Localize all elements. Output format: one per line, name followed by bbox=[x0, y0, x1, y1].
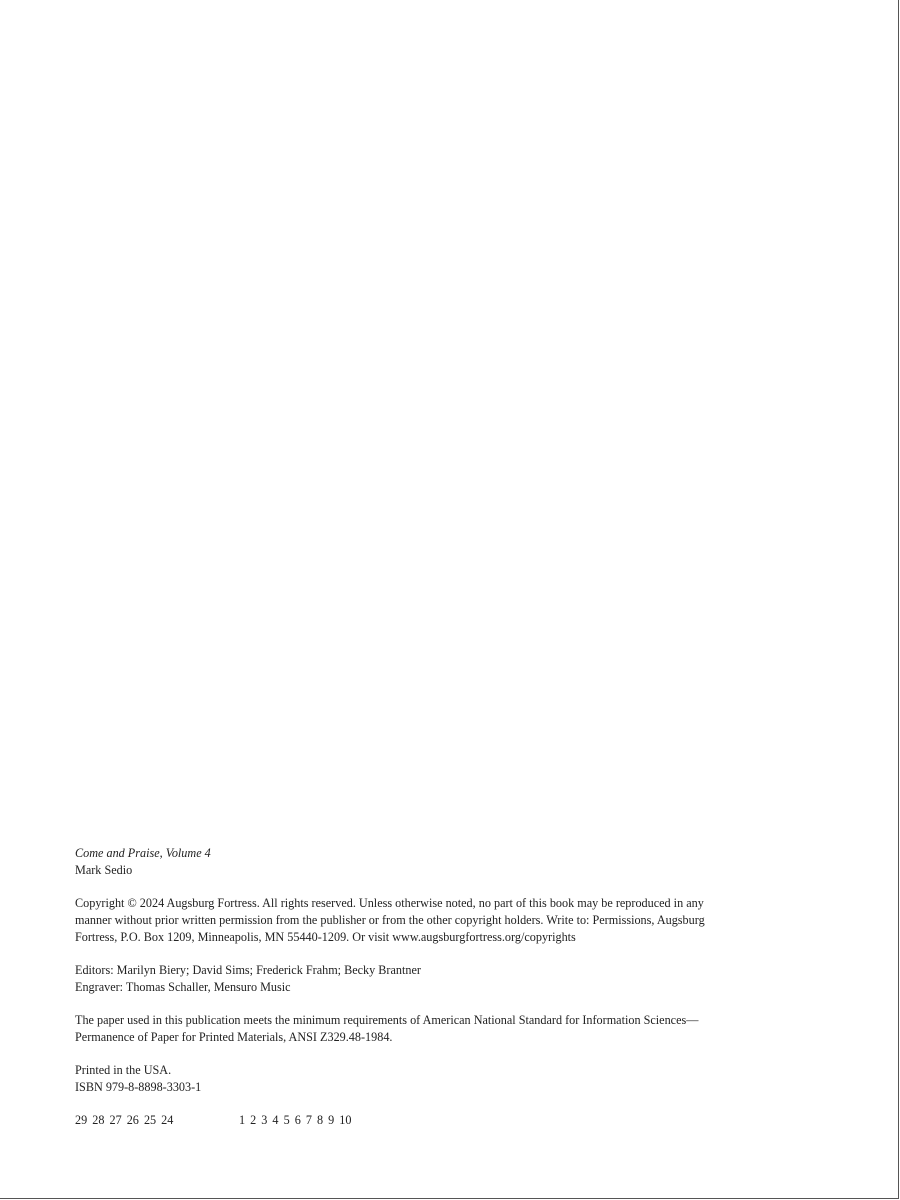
book-author: Mark Sedio bbox=[75, 863, 133, 877]
book-info bbox=[75, 845, 810, 879]
isbn: ISBN 979-8-8898-3303-1 bbox=[75, 1080, 202, 1094]
printer-key-line bbox=[75, 1112, 810, 1129]
printer-key bbox=[75, 1112, 810, 1129]
paper-notice bbox=[75, 1012, 810, 1046]
engraver-credit: Engraver: Thomas Schaller, Mensuro Music bbox=[75, 980, 291, 994]
colophon bbox=[75, 845, 810, 1129]
printed-in: Printed in the USA. bbox=[75, 1063, 172, 1077]
copyright-line: manner without prior written permission from the publisher or from the other copyright holders. Write to: Permissions, Augsburg bbox=[75, 913, 705, 927]
editors-credit: Editors: Marilyn Biery; David Sims; Frederick Frahm; Becky Brantner bbox=[75, 963, 421, 977]
copyright-line: Copyright © 2024 Augsburg Fortress. All rights reserved. Unless otherwise noted, no part of this book may be reproduced in any bbox=[75, 896, 704, 910]
paper-notice-line: Permanence of Paper for Printed Materials, ANSI Z329.48-1984. bbox=[75, 1030, 393, 1044]
printing-years: 29 28 27 26 25 24 bbox=[75, 1113, 174, 1127]
impression-numbers: 1 2 3 4 5 6 7 8 9 10 bbox=[239, 1113, 352, 1127]
printing-info bbox=[75, 1062, 810, 1096]
copyright-line: Fortress, P.O. Box 1209, Minneapolis, MN 55440-1209. Or visit www.augsburgfortress.org/copyrights bbox=[75, 930, 576, 944]
credits bbox=[75, 962, 810, 996]
copyright-notice bbox=[75, 895, 810, 946]
book-title: Come and Praise, Volume 4 bbox=[75, 846, 211, 860]
paper-notice-line: The paper used in this publication meets the minimum requirements of American National Standard for Information Sciences— bbox=[75, 1013, 699, 1027]
